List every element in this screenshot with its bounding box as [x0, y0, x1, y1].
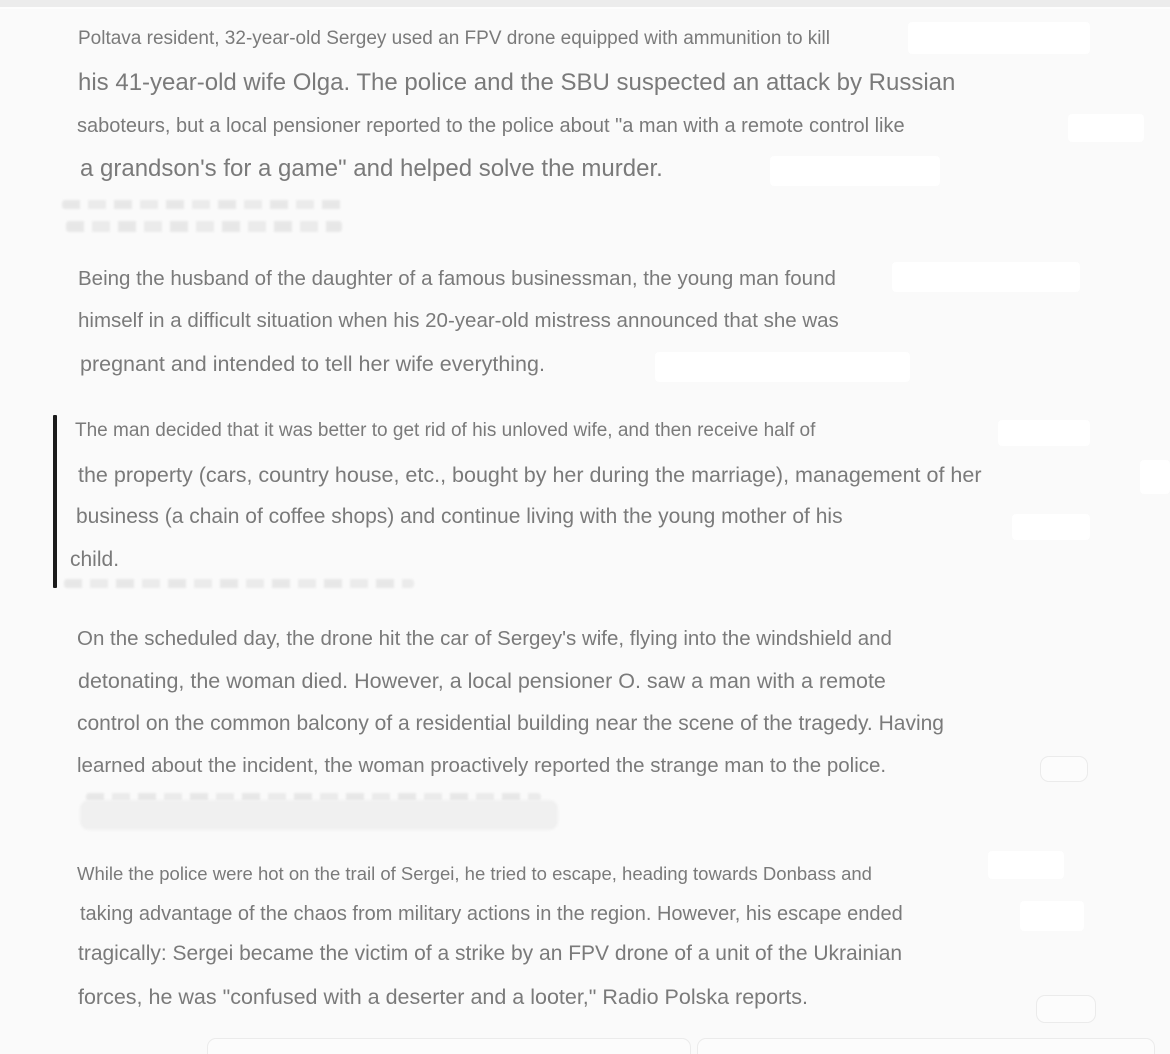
ghost-box-artifact [1036, 995, 1096, 1023]
ghost-box-artifact [908, 22, 1090, 54]
article-line: himself in a difficult situation when his 20-year-old mistress announced that she was [78, 309, 839, 332]
ghost-box-artifact [998, 420, 1090, 446]
article-line: forces, he was "confused with a deserter and a looter," Radio Polska reports. [78, 985, 808, 1009]
top-bar [0, 0, 1170, 9]
article-line: tragically: Sergei became the victim of a strike by an FPV drone of a unit of the Ukrainian [78, 942, 903, 965]
ghost-box-artifact [1020, 901, 1084, 931]
ghost-box-artifact [988, 851, 1064, 879]
ghost-box-artifact [207, 1038, 691, 1054]
ghost-text-artifact [62, 200, 342, 209]
ghost-strip-artifact [80, 800, 558, 830]
article-line: a grandson's for a game" and helped solve the murder. [80, 155, 663, 182]
article-line: the property (cars, country house, etc., bought by her during the marriage), management of her [78, 463, 982, 487]
article-line: business (a chain of coffee shops) and continue living with the young mother of his [76, 505, 843, 528]
article-line: While the police were hot on the trail of Sergei, he tried to escape, heading towards Donbass and [77, 863, 872, 884]
ghost-box-artifact [655, 352, 910, 382]
ghost-box-artifact [1140, 460, 1170, 494]
article-line: On the scheduled day, the drone hit the car of Sergey's wife, flying into the windshield and [77, 627, 892, 650]
blockquote-bar [53, 415, 57, 588]
article-line: Poltava resident, 32-year-old Sergey used an FPV drone equipped with ammunition to kill [78, 28, 830, 49]
ghost-box-artifact [892, 262, 1080, 292]
ghost-box-artifact [697, 1038, 1155, 1054]
article-line: taking advantage of the chaos from military actions in the region. However, his escape ended [80, 903, 903, 925]
ghost-text-artifact [64, 579, 414, 588]
article-line: saboteurs, but a local pensioner reported to the police about "a man with a remote control like [77, 115, 905, 137]
ghost-box-artifact [1040, 756, 1088, 782]
ghost-box-artifact [1068, 114, 1144, 142]
article-line: child. [70, 548, 120, 571]
article-line: Being the husband of the daughter of a famous businessman, the young man found [78, 267, 836, 290]
article-line: his 41-year-old wife Olga. The police and the SBU suspected an attack by Russian [78, 69, 956, 96]
article-line: learned about the incident, the woman proactively reported the strange man to the police. [77, 754, 887, 777]
ghost-box-artifact [770, 156, 940, 186]
article-line: pregnant and intended to tell her wife everything. [80, 352, 545, 376]
ghost-box-artifact [1012, 514, 1090, 540]
article-line: control on the common balcony of a residential building near the scene of the tragedy. Having [77, 712, 944, 735]
article-line: detonating, the woman died. However, a local pensioner O. saw a man with a remote [78, 669, 886, 693]
article-line: The man decided that it was better to get rid of his unloved wife, and then receive half of [75, 420, 816, 441]
ghost-text-artifact [66, 221, 342, 232]
